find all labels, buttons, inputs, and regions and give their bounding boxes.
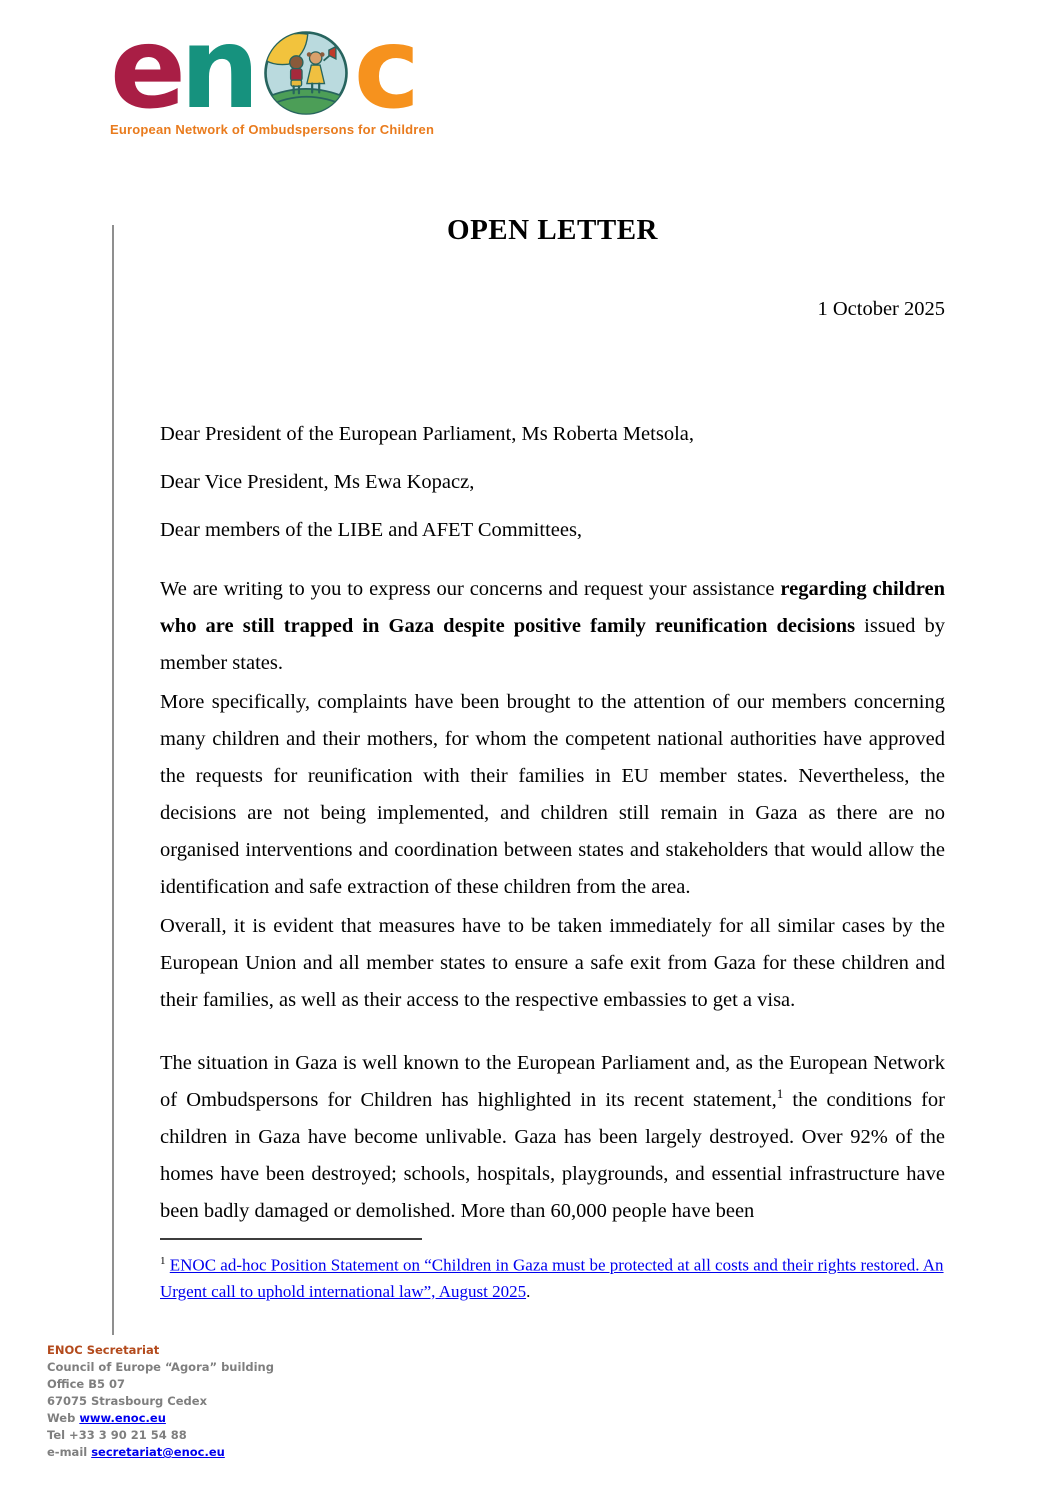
footnote-link[interactable]: ENOC ad-hoc Position Statement on “Children in Gaza must be protected at all costs and their rights restored. An Urgent call to uphold international law”, August 2025 [160, 1255, 944, 1301]
salutation-line: Dear members of the LIBE and AFET Committees, [160, 519, 583, 541]
footer-secretariat-block [47, 1342, 274, 1461]
letter-date: 1 October 2025 [817, 298, 945, 320]
body-paragraph: Overall, it is evident that measures have to be taken immediately for all similar cases by the European Union and all member states to ensure a safe exit from Gaza for these children and their families, as well as their access to the respective embassies to get a visa. [160, 915, 945, 1011]
children-illustration-icon [262, 29, 350, 117]
salutation-line: Dear Vice President, Ms Ewa Kopacz, [160, 471, 475, 493]
letter-paragraphs [160, 571, 945, 1230]
logo-tagline: European Network of Ombudspersons for Children [110, 122, 435, 138]
footer-line: e-mail secretariat@enoc.eu [47, 1445, 225, 1459]
logo-letter-c: c [353, 4, 415, 134]
footer-lines [47, 1359, 274, 1461]
salutation-line: Dear President of the European Parliament, Ms Roberta Metsola, [160, 423, 694, 445]
letter-title: OPEN LETTER [447, 214, 658, 246]
footer-line: Council of Europe “Agora” building [47, 1360, 274, 1374]
footer-title: ENOC Secretariat [47, 1343, 160, 1357]
footer-link[interactable]: secretariat@enoc.eu [91, 1445, 225, 1459]
footnote-marker: 1 [160, 1255, 166, 1267]
footnote-suffix: . [526, 1281, 531, 1301]
footnote-section [160, 1238, 945, 1305]
footer-line: 67075 Strasbourg Cedex [47, 1394, 207, 1408]
salutations [160, 416, 945, 549]
footer-line: Tel +33 3 90 21 54 88 [47, 1428, 187, 1442]
footer-line: Office B5 07 [47, 1377, 125, 1391]
left-margin-rule [112, 225, 114, 1335]
footnote-text [160, 1248, 945, 1305]
body-paragraph: We are writing to you to express our concerns and request your assistance regarding children who are still trapped in Gaza despite positive family reunification decisions issued by member states. [160, 578, 946, 674]
letter-content [160, 212, 945, 1305]
logo-letter-e: e [110, 4, 180, 134]
body-paragraph: The situation in Gaza is well known to the European Parliament and, as the European Network of Ombudspersons for Children has highlighted in its recent statement,$^1$ the conditions for children in Gaza have become unlivable. Gaza has been largely destroyed. Over 92% of the homes have been destroyed; schools, hospitals, playgrounds, and essential infrastructure have been badly damaged or demolished. More than 60,000 people have been [160, 1052, 945, 1222]
footer-link[interactable]: www.enoc.eu [79, 1411, 166, 1425]
footnote-separator [160, 1238, 422, 1240]
footnote-ref: 1 [776, 1086, 784, 1102]
logo-letter-n: n [179, 4, 254, 134]
body-paragraph: More specifically, complaints have been brought to the attention of our members concerning many children and their mothers, for whom the competent national authorities have approved the requests for reunification with their families in EU member states. Nevertheless, the decisions are not being implemented, and children still remain in Gaza as there are no organised interventions and coordination between states and stakeholders that would allow the identification and safe extraction of these children from the area. [160, 691, 945, 898]
enoc-logo [110, 4, 435, 138]
footer-line: Web www.enoc.eu [47, 1411, 166, 1425]
